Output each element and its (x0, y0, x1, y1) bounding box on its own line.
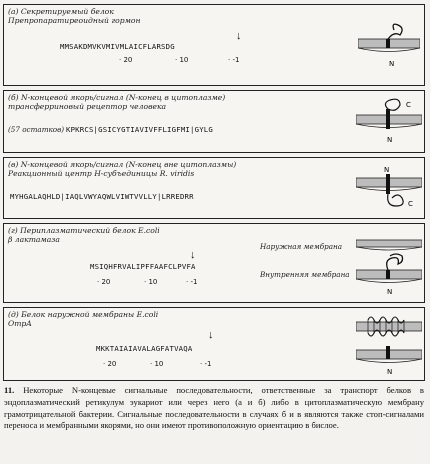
caption-text: Некоторые N-концевые сигнальные последовательности, ответственные за транспорт белков в эндоплазматический ретикулум эукариот или через него (а и б) либо в цитоплазматическую мембрану грамотрицательной бактерии. Сигнальные последовательности в случаях б и в являются также стоп-сигналами переноса и мембранными якорями, но они имеют противоположную ориентацию в бислое. (4, 385, 424, 431)
n-terminus-label: N (387, 136, 393, 144)
n-terminus-label: N (384, 166, 390, 174)
panel-e-sequence: MKKTAIAIAVALAGFATVAQA (96, 344, 193, 353)
panel-d-title-line-1: (г) Периплазматический белок E.coli (8, 226, 160, 235)
n-terminus-label: N (389, 60, 395, 68)
cleavage-arrow: ↓ (208, 329, 214, 341)
panel-a (3, 4, 425, 86)
panel-c-title-line-2: Реакционный центр H-субъединицы R. viridis (8, 169, 195, 178)
panel-b-title-line-1: (б) N-концевой якорь/сигнал (N-конец в цитоплазме) (8, 93, 226, 102)
inner-membrane-label: Внутренняя мембрана (260, 270, 350, 279)
panel-e-title-line-1: (д) Белок наружной мембраны E.coli (8, 310, 159, 319)
membrane-schema-c (356, 162, 422, 216)
outer-membrane-label: Наружная мембрана (260, 242, 343, 251)
panel-d-title-line-2: β лактамаза (8, 235, 60, 244)
position-10: · 10 (144, 278, 158, 286)
panel-a-sequence: MMSAKDMVKVMIVMLAICFLARSDG (60, 42, 175, 51)
caption-number: 11. (4, 385, 15, 395)
n-terminus-label: N (387, 368, 393, 376)
panel-e-title-line-2: OmpA (8, 319, 32, 328)
panel-c-title-line-1: (в) N-концевой якорь/сигнал (N-конец вне цитоплазмы) (8, 160, 237, 169)
cleavage-arrow: ↓ (190, 249, 196, 261)
c-terminus-label: C (406, 101, 411, 109)
panel-c-sequence: MYHGALAQHLD|IAQLVWYAQWLVIWTVVLLY|LRREDRR (10, 192, 194, 201)
panel-b-title-line-2: трансферриновый рецептор человека (8, 102, 167, 111)
panel-e-title (8, 310, 158, 328)
panel-b-title (8, 93, 225, 111)
panel-d-title (8, 226, 160, 244)
position-minus-1: · -1 (186, 278, 198, 286)
position-20: · 20 (103, 360, 117, 368)
figure-caption (4, 385, 424, 432)
membrane-schema-b (356, 95, 422, 149)
position-20: · 20 (97, 278, 111, 286)
membrane-schema-e (356, 310, 422, 380)
panel-c-title (8, 160, 236, 178)
panel-d (3, 223, 425, 303)
c-terminus-label: C (408, 200, 413, 208)
membrane-schema-d (356, 226, 422, 302)
n-terminus-label: N (387, 288, 393, 296)
panel-b (3, 90, 425, 153)
position-20: · 20 (119, 56, 133, 64)
panel-b-prefix: (57 остатков) (8, 125, 65, 134)
panel-a-title-line-2: Препропаратиреоидный гормон (8, 16, 141, 25)
panel-b-sequence: KPKRCS|GSICYGTIAVIVFFLIGFMI|GYLG (66, 125, 213, 134)
panel-e (3, 307, 425, 381)
position-minus-1: · -1 (200, 360, 212, 368)
position-10: · 10 (175, 56, 189, 64)
panel-a-title (8, 7, 140, 25)
membrane-schema-a (358, 19, 420, 79)
position-10: · 10 (150, 360, 164, 368)
panel-a-title-line-1: (а) Секретируемый белок (8, 7, 114, 16)
position-minus-1: · -1 (228, 56, 240, 64)
panel-c (3, 157, 425, 219)
panel-d-sequence: MSIQHFRVALIPFFAAFCLPVFA (90, 262, 196, 271)
cleavage-arrow: ↓ (236, 30, 242, 42)
